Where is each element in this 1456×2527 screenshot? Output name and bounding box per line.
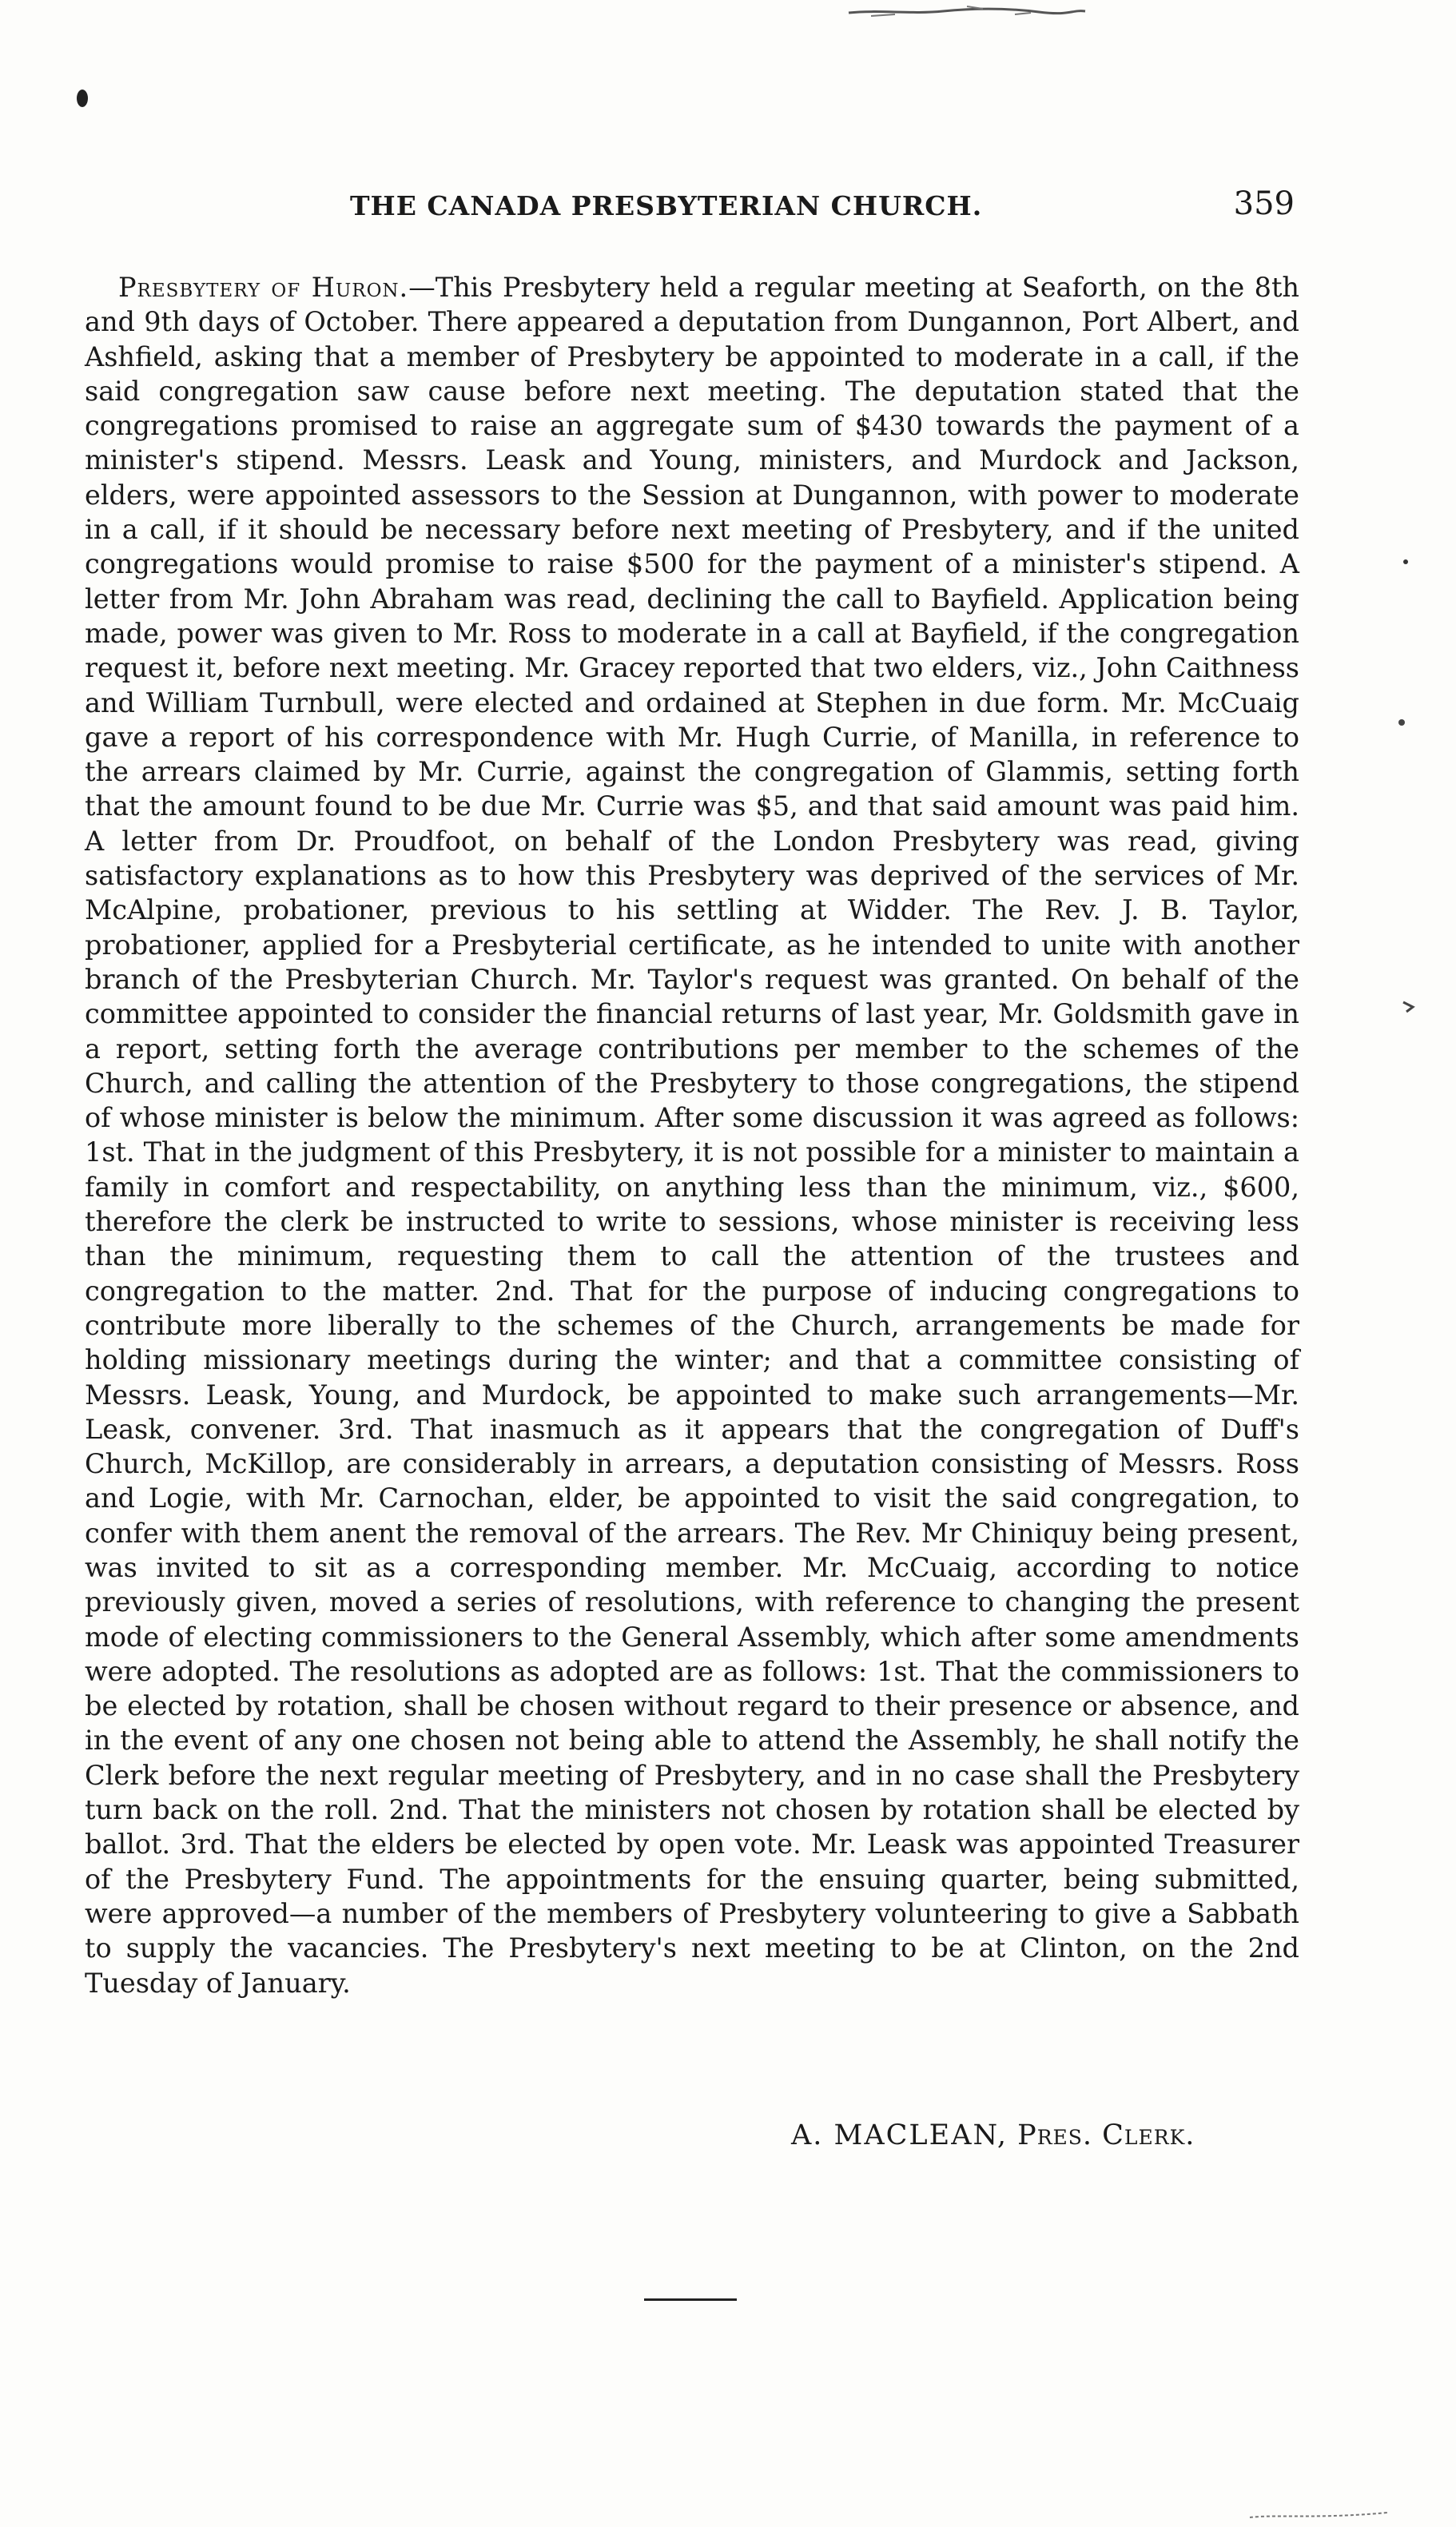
article-paragraph [85,270,1299,2000]
article-body: —This Presbytery held a regular meeting at Seaforth, on the 8th and 9th days of October. There appeared a deputation from Dungannon, Port Albert, and Ashfield, asking that a member of Presbytery be appointed to moderate in a call, if the said congregation saw cause before next meeting. The deputation stated that the congregations promised to raise an aggregate sum of $430 towards the payment of a minister's stipend. Messrs. Leask and Young, ministers, and Murdock and Jackson, elders, were appointed assessors to the Session at Dungannon, with power to moderate in a call, if it should be necessary before next meeting of Presbytery, and if the united congregations would promise to raise $500 for the payment of a minister's stipend. A letter from Mr. John Abraham was read, declining the call to Bayfield. Application being made, power was given to Mr. Ross to moderate in a call at Bayfield, if the congregation request it, before next meeting. Mr. Gracey reported that two elders, viz., John Caithness and William Turnbull, were elected and ordained at Stephen in due form. Mr. McCuaig gave a report of his correspondence with Mr. Hugh Currie, of Manilla, in reference to the arrears claimed by Mr. Currie, against the congregation of Glammis, setting forth that the amount found to be due Mr. Currie was $5, and that said amount was paid him. A letter from Dr. Proudfoot, on behalf of the London Presbytery was read, giving satisfactory explanations as to how this Presbytery was deprived of the services of Mr. McAlpine, probationer, previous to his settling at Widder. The Rev. J. B. Taylor, probationer, applied for a Presbyterial certificate, as he intended to unite with another branch of the Presbyterian Church. Mr. Taylor's request was granted. On behalf of the committee appointed to consider the financial returns of last year, Mr. Goldsmith gave in a report, setting forth the average contributions per member to the schemes of the Church, and calling the attention of the Presbytery to those congregations, the stipend of whose minister is below the minimum. After some discussion it was agreed as follows: 1st. That in the judgment of this Presbytery, it is not possible for a minister to maintain a family in comfort and respectability, on anything less than the minimum, viz., $600, therefore the clerk be instructed to write to sessions, whose minister is receiving less than the minimum, requesting them to call the attention of the trustees and congregation to the matter. 2nd. That for the purpose of inducing congregations to contribute more liberally to the schemes of the Church, arrangements be made for holding missionary meetings during the winter; and that a committee consisting of Messrs. Leask, Young, and Murdock, be appointed to make such arrangements—Mr. Leask, convener. 3rd. That inasmuch as it appears that the congregation of Duff's Church, McKillop, are considerably in arrears, a deputation consisting of Messrs. Ross and Logie, with Mr. Carnochan, elder, be appointed to visit the said congregation, to confer with them anent the removal of the arrears. The Rev. Mr Chiniquy being present, was invited to sit as a corresponding member. Mr. McCuaig, according to notice previously given, moved a series of resolutions, with reference to changing the present mode of electing commissioners to the General Assembly, which after some amendments were adopted. The resolutions as adopted are as follows: 1st. That the commissioners to be elected by rotation, shall be chosen without regard to their presence or absence, and in the event of any one chosen not being able to attend the Assembly, he shall notify the Clerk before the next regular meeting of Presbytery, and in no case shall the Presbytery turn back on the roll. 2nd. That the ministers not chosen by rotation shall be elected by ballot. 3rd. That the elders be elected by open vote. Mr. Leask was appointed Treasurer of the Presbytery Fund. The appointments for the ensuing quarter, being submitted, were approved—a number of the members of Presbytery volunteering to give a Sabbath to supply the vacancies. The Presbytery's next meeting to be at Clinton, on the 2nd Tuesday of January. [85,272,1300,1999]
article-lead: Presbytery of Huron. [118,272,409,303]
ink-smudge-bottom [1247,2506,1390,2522]
ink-spot-margin [1398,719,1405,726]
signature-title: Pres. Clerk. [1017,2119,1195,2151]
section-divider [644,2298,737,2301]
ink-smudge-top [847,2,1087,19]
margin-mark [1402,999,1419,1013]
running-header [112,185,1295,233]
ink-spot-right [1403,559,1408,564]
running-title: THE CANADA PRESBYTERIAN CHURCH. [350,190,983,221]
page-number: 359 [1233,185,1295,222]
ink-spot [77,90,88,107]
signature-name: A. MACLEAN, [791,2119,1008,2151]
signature-line [791,2119,1195,2151]
